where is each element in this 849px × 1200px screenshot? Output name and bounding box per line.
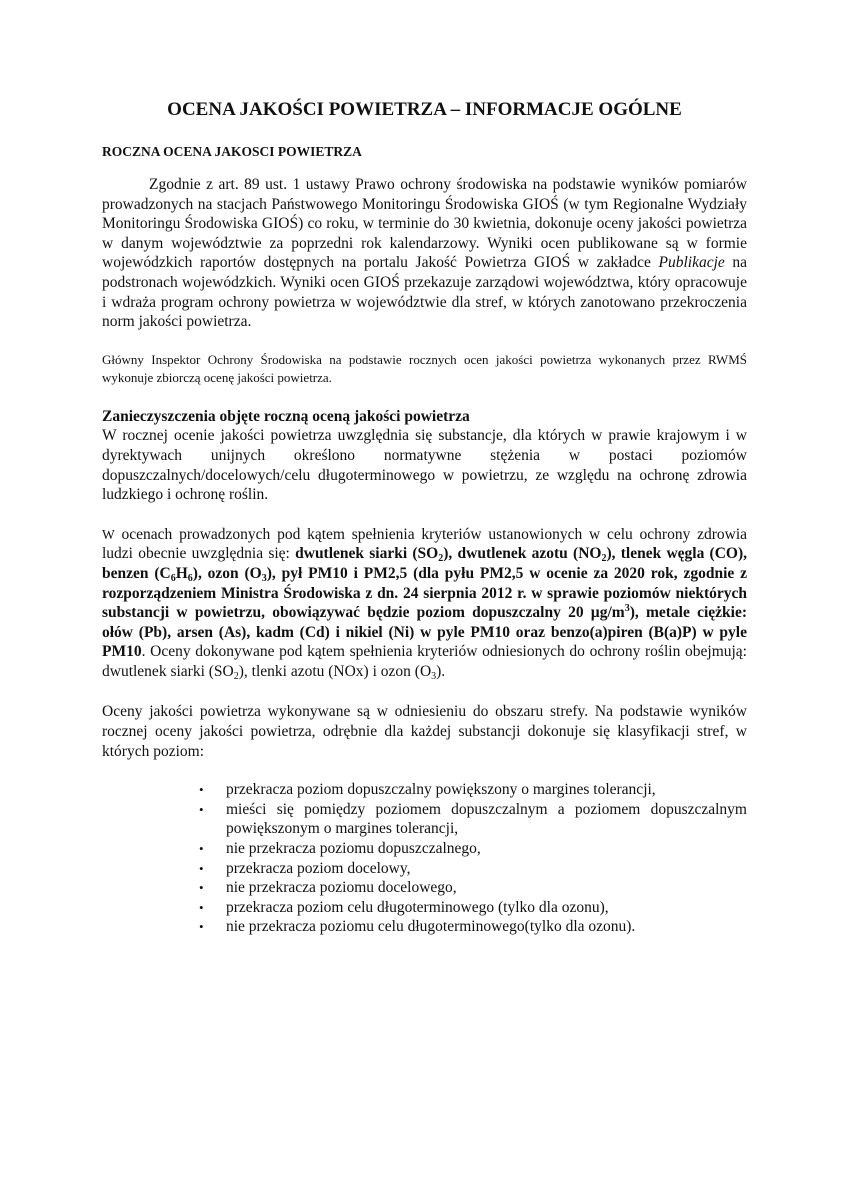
gios-paragraph: Główny Inspektor Ochrony Środowiska na podstawie rocznych ocen jakości powietrza wykonanych przez RWMŚ wykonuje zbiorczą ocenę jakości powietrza. bbox=[102, 351, 747, 385]
page-title: OCENA JAKOŚCI POWIETRZA – INFORMACJE OGÓLNE bbox=[167, 99, 682, 120]
bullet-icon: • bbox=[199, 841, 204, 857]
list-item-text: nie przekracza poziomu celu długoterminowego(tylko dla ozonu). bbox=[226, 918, 636, 936]
list-item bbox=[199, 917, 747, 937]
bullet-icon: • bbox=[199, 801, 204, 817]
list-item bbox=[199, 780, 747, 800]
list-item bbox=[199, 859, 747, 879]
list-item-text: nie przekracza poziomu docelowego, bbox=[226, 879, 457, 897]
sub-3: 3 bbox=[431, 670, 437, 682]
text-end: ). bbox=[436, 662, 446, 680]
document-body bbox=[102, 98, 747, 937]
list-item-text: przekracza poziom celu długoterminowego (tylko dla ozonu), bbox=[226, 898, 609, 916]
sub-6: 6 bbox=[170, 572, 176, 584]
text-pm: ), pył PM10 i PM2,5 (dla pyłu PM2,5 w ocenie za 2020 rok, zgodnie z rozporządzeniem Ministra Środowiska z dn. 24 sierpnia 2012 r. w sprawie poziomów niektórych substancji w powietrzu, obowiązywać będzie poziom dopuszczalny 20 µg/m bbox=[102, 564, 748, 622]
sub-3: 3 bbox=[261, 572, 267, 584]
section-subtitle: ROCZNA OCENA JAKOSCI POWIETRZA bbox=[102, 144, 362, 159]
text-plants: . Oceny dokonywane pod kątem spełnienia kryteriów odniesionych do ochrony roślin obejmują: dwutlenek siarki (SO bbox=[102, 643, 747, 680]
criteria-first-letter: W bbox=[102, 526, 115, 542]
text-h: H bbox=[175, 564, 188, 582]
text-ozon: ), ozon (O bbox=[192, 564, 262, 582]
publikacje-italic: Publikacje bbox=[658, 254, 725, 272]
bullet-icon: • bbox=[199, 860, 204, 876]
pollutants-paragraph: W rocznej ocenie jakości powietrza uwzględnia się substancje, dla których w prawie krajowym i w dyrektywach unijnych określono normatywne stężenia w postaci poziomów dopuszczalnych/docelowych/celu długoterminowego w powietrzu, ze względu na ochronę zdrowia ludzkiego i ochronę roślin. bbox=[102, 427, 747, 504]
list-item bbox=[199, 839, 747, 859]
bullet-icon: • bbox=[199, 899, 204, 915]
sub-2: 2 bbox=[438, 553, 444, 565]
intro-text-2: na podstronach wojewódzkich. Wyniki ocen GIOŚ przekazuje zarządowi województwa, który opracowuje i wdraża program ochrony powietrza w województwie dla stref, w których zanotowano przekroczenia norm jakości powietrza. bbox=[102, 254, 748, 331]
bullet-icon: • bbox=[199, 782, 204, 798]
bullet-icon: • bbox=[199, 880, 204, 896]
intro-text-1: Zgodnie z art. 89 ust. 1 ustawy Prawo ochrony środowiska na podstawie wyników pomiarów prowadzonych na stacjach Państwowego Monitoringu Środowiska GIOŚ (w tym Regionalne Wydziały Monitoringu Środowiska GIOŚ) co roku, w terminie do 30 kwietnia, dokonuje oceny jakości powietrza w danym województwie za poprzedni rok kalendarzowy. Wyniki ocen publikowane są w formie wojewódzkich raportów dostępnych na portalu Jakość Powietrza GIOŚ w zakładce bbox=[102, 176, 747, 272]
text-nox: ), tlenki azotu (NOx) i ozon (O bbox=[238, 662, 432, 680]
list-item-text: przekracza poziom dopuszczalny powiększony o margines tolerancji, bbox=[226, 781, 656, 799]
list-item-text: nie przekracza poziomu dopuszczalnego, bbox=[226, 840, 481, 858]
sub-6: 6 bbox=[187, 572, 193, 584]
list-item bbox=[199, 878, 747, 898]
sup-3: 3 bbox=[624, 603, 630, 615]
criteria-paragraph bbox=[102, 525, 747, 682]
sub-2: 2 bbox=[601, 553, 607, 565]
classification-list bbox=[102, 780, 747, 937]
text-metals: ), metale ciężkie: ołów (Pb), arsen (As), kadm (Cd) i nikiel (Ni) w pyle PM10 oraz benzo(a)piren (B(a)P) w pyle PM10 bbox=[102, 604, 747, 661]
classification-paragraph: Oceny jakości powietrza wykonywane są w odniesieniu do obszaru strefy. Na podstawie wyników rocznej oceny jakości powietrza, odrębnie dla każdej substancji dokonuje się klasyfikacji stref, w których poziom: bbox=[102, 703, 747, 760]
text-co-benzen: ), tlenek węgla (CO), benzen (C bbox=[102, 545, 748, 582]
text-so2: dwutlenek siarki (SO bbox=[295, 545, 439, 563]
criteria-intro: ocenach prowadzonych pod kątem spełnienia kryteriów ustanowionych w celu ochrony zdrowia ludzi obecnie uwzględnia się: bbox=[102, 525, 748, 563]
text-no2: ), dwutlenek azotu (NO bbox=[443, 545, 602, 563]
list-item bbox=[199, 898, 747, 918]
list-item-text: mieści się pomiędzy poziomem dopuszczalnym a poziomem dopuszczalnym powiększonym o margines tolerancji, bbox=[226, 800, 747, 838]
bullet-icon: • bbox=[199, 919, 204, 935]
intro-paragraph bbox=[102, 175, 747, 332]
list-item-text: przekracza poziom docelowy, bbox=[226, 859, 411, 877]
sub-2: 2 bbox=[233, 670, 239, 682]
pollutants-heading: Zanieczyszczenia objęte roczną oceną jakości powietrza bbox=[102, 407, 470, 425]
list-item bbox=[199, 800, 747, 839]
